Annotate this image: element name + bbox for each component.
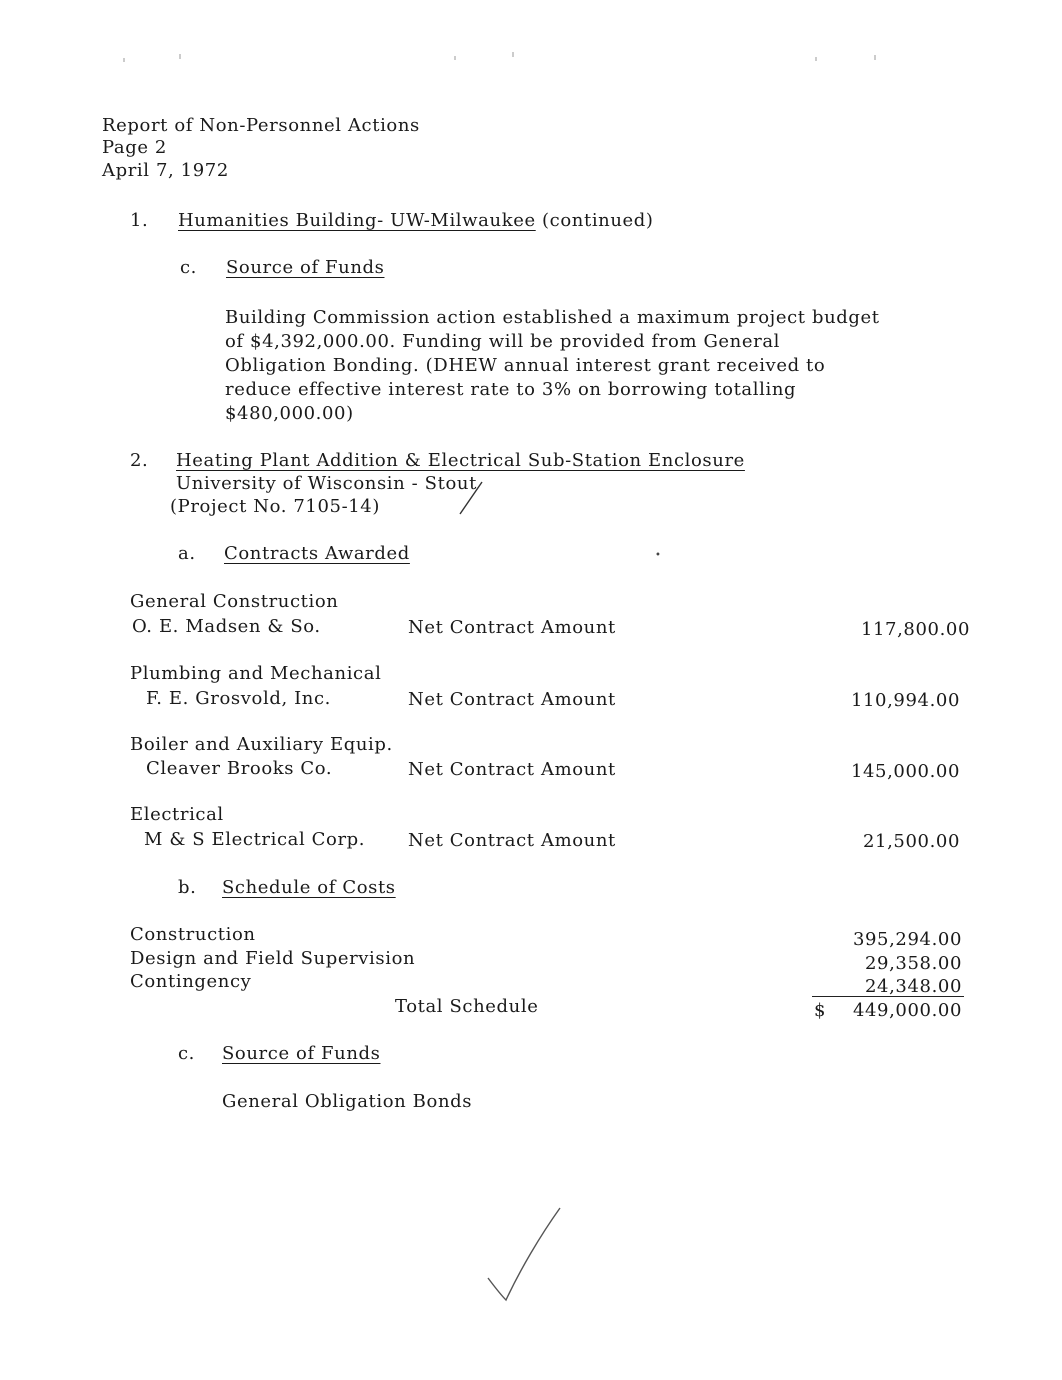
contract-amount: 117,800.00 xyxy=(860,619,970,640)
cost-label: Contingency xyxy=(130,971,252,992)
cost-amount: 29,358.00 xyxy=(864,953,962,974)
contract-amount: 21,500.00 xyxy=(862,831,960,852)
item2-c-heading: Source of Funds xyxy=(222,1043,381,1064)
contract-category: Plumbing and Mechanical xyxy=(130,663,382,684)
contract-label: Net Contract Amount xyxy=(408,617,616,638)
report-title: Report of Non-Personnel Actions xyxy=(102,115,420,136)
paragraph-line: $480,000.00) xyxy=(225,403,354,424)
contract-contractor: Cleaver Brooks Co. xyxy=(146,758,333,779)
report-date: April 7, 1972 xyxy=(102,160,229,181)
total-currency: $ xyxy=(814,1000,827,1021)
scan-tick-marks xyxy=(0,50,1062,66)
total-rule xyxy=(812,996,964,997)
contract-contractor: M & S Electrical Corp. xyxy=(144,829,366,850)
item1-number: 1. xyxy=(130,210,149,231)
item2-subtitle: University of Wisconsin - Stout xyxy=(176,473,477,494)
cost-amount: 395,294.00 xyxy=(852,929,962,950)
contract-category: Electrical xyxy=(130,804,224,825)
item2-c-letter: c. xyxy=(178,1043,196,1064)
item2-number: 2. xyxy=(130,450,149,471)
paragraph-line: of $4,392,000.00. Funding will be provided from General xyxy=(225,331,781,352)
contract-category: General Construction xyxy=(130,591,339,612)
item2-project-number: (Project No. 7105-14) xyxy=(170,496,380,517)
checkmark-icon xyxy=(480,1200,570,1310)
paragraph-line: Building Commission action established a maximum project budget xyxy=(225,307,880,328)
total-label: Total Schedule xyxy=(395,996,539,1017)
contract-label: Net Contract Amount xyxy=(408,689,616,710)
item1-heading xyxy=(178,210,654,232)
contract-amount: 145,000.00 xyxy=(850,761,960,782)
contract-contractor: O. E. Madsen & So. xyxy=(132,616,321,637)
item1-c-letter: c. xyxy=(180,257,198,278)
contract-amount: 110,994.00 xyxy=(850,690,960,711)
paragraph-line: Obligation Bonding. (DHEW annual interest grant received to xyxy=(225,355,826,376)
item1-c-heading: Source of Funds xyxy=(226,257,385,278)
cost-label: Design and Field Supervision xyxy=(130,948,416,969)
contract-contractor: F. E. Grosvold, Inc. xyxy=(146,688,332,709)
item2-a-heading: Contracts Awarded xyxy=(224,543,410,564)
funding-source: General Obligation Bonds xyxy=(222,1091,473,1112)
contract-category: Boiler and Auxiliary Equip. xyxy=(130,734,393,755)
item1-title: Humanities Building- UW-Milwaukee xyxy=(178,210,536,231)
stray-dot-mark: • xyxy=(655,550,662,561)
total-amount: 449,000.00 xyxy=(852,1000,962,1021)
contract-label: Net Contract Amount xyxy=(408,759,616,780)
item1-title-suffix: (continued) xyxy=(542,210,654,231)
item2-b-heading: Schedule of Costs xyxy=(222,877,396,898)
paragraph-line: reduce effective interest rate to 3% on borrowing totalling xyxy=(225,379,797,400)
item2-title: Heating Plant Addition & Electrical Sub-Station Enclosure xyxy=(176,450,745,471)
cost-amount: 24,348.00 xyxy=(864,976,962,997)
page-number: Page 2 xyxy=(102,137,167,158)
cost-label: Construction xyxy=(130,924,256,945)
item1-funding-paragraph xyxy=(225,306,965,426)
contract-label: Net Contract Amount xyxy=(408,830,616,851)
pencil-slash-mark xyxy=(455,478,485,518)
item2-b-letter: b. xyxy=(178,877,197,898)
item2-a-letter: a. xyxy=(178,543,196,564)
